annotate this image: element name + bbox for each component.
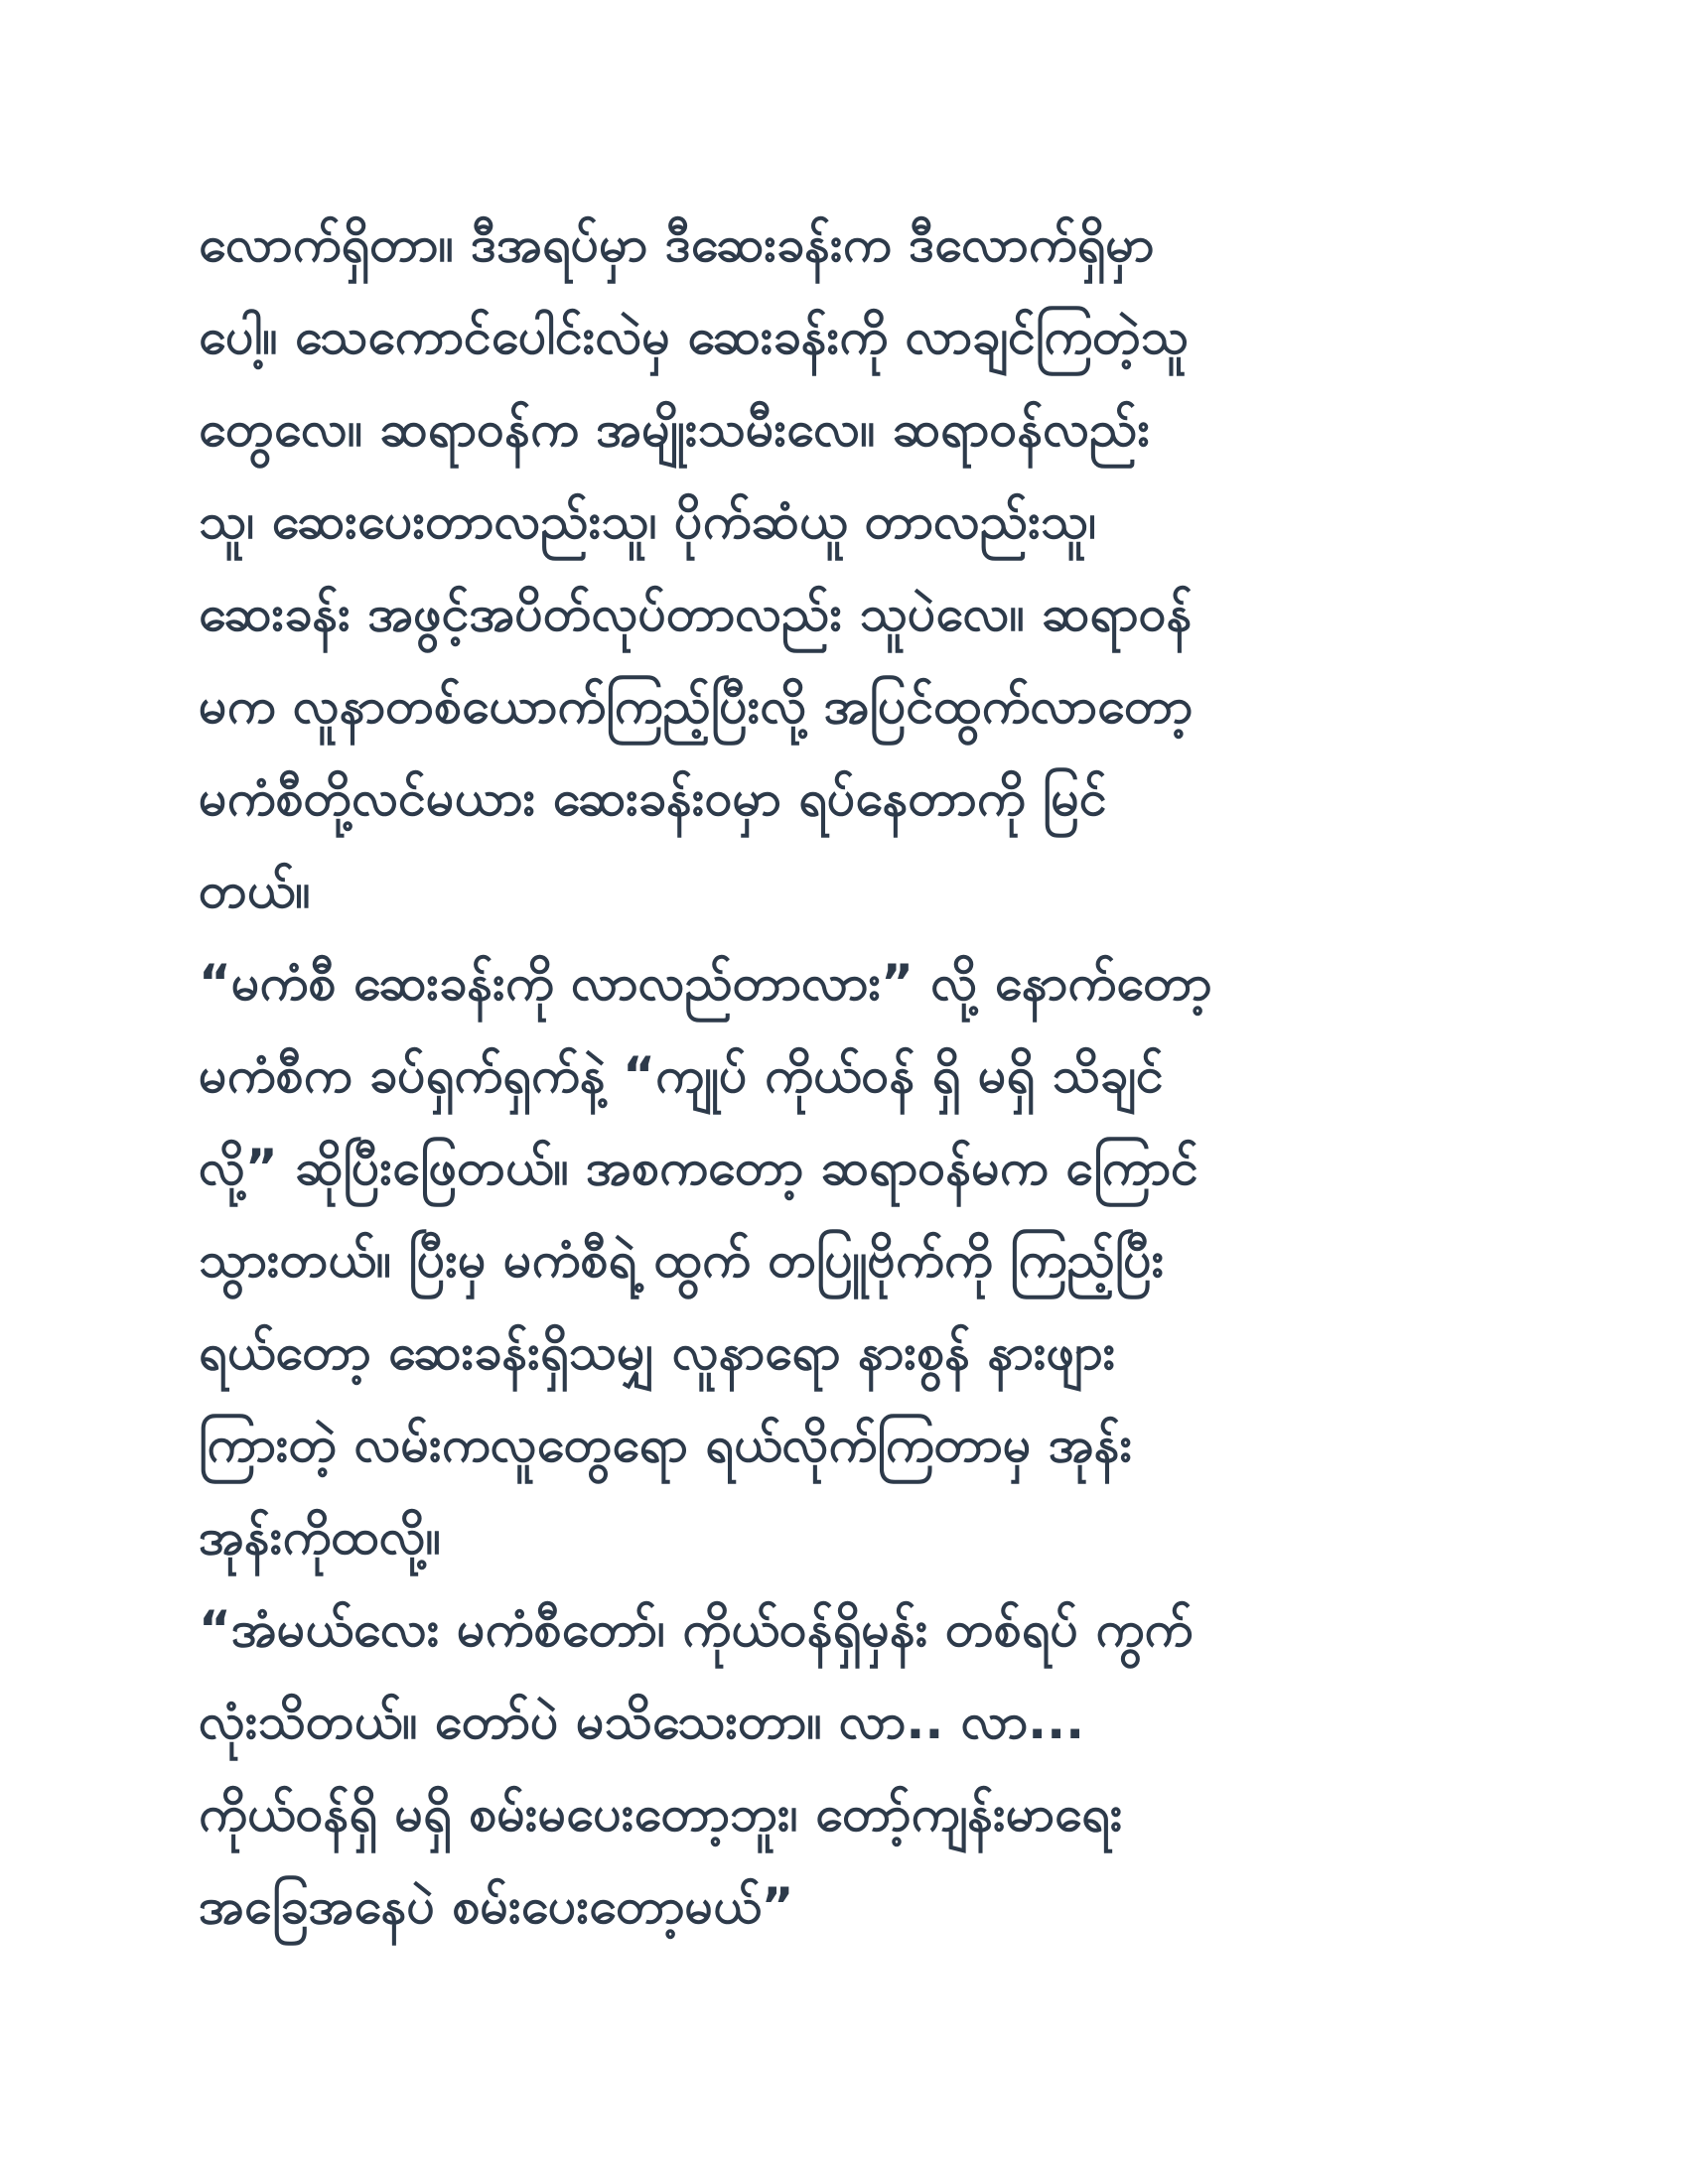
- text-line: သွားတယ်။ ပြီးမှ မကံစီရဲ့ ထွက် တပြူဗိုက်ကို ကြည့်ပြီး: [199, 1231, 1165, 1289]
- text-line: လို့” ဆိုပြီးဖြေတယ်။ အစကတော့ ဆရာဝန်မက ကြောင်: [199, 1139, 1198, 1196]
- text-line: “မကံစီ ဆေးခန်းကို လာလည်တာလား” လို့ နောက်တော့: [199, 954, 1212, 1012]
- text-line: မကံစီက ခပ်ရှက်ရှက်နဲ့ “ကျုပ် ကိုယ်ဝန် ရှိ မရှိ သိချင်: [199, 1046, 1164, 1104]
- text-line: မကံစီတို့လင်မယား ဆေးခန်းဝမှာ ရပ်နေတာကို မြင်: [199, 769, 1107, 827]
- text-line: ဆေးခန်း အဖွင့်အပိတ်လုပ်တာလည်း သူပဲလေ။ ဆရာဝန်: [199, 585, 1193, 642]
- text-line: အုန်းကိုထလို့။: [199, 1508, 441, 1566]
- text-line: ရယ်တော့ ဆေးခန်းရှိသမျှ လူနာရော နားစွန် နားဖျား: [199, 1323, 1116, 1381]
- text-line: ကိုယ်ဝန်ရှိ မရှိ စမ်းမပေးတော့ဘူး၊ တော့်ကျန်းမာရေး: [199, 1785, 1123, 1843]
- text-line: ကြားတဲ့ လမ်းကလူတွေရော ရယ်လိုက်ကြတာမှ အုန်း: [199, 1416, 1133, 1473]
- text-line: လောက်ရှိတာ။ ဒီအရပ်မှာ ဒီဆေးခန်းက ဒီလောက်ရှိမှာ: [199, 215, 1155, 273]
- text-line: တယ်။: [199, 862, 311, 919]
- text-line: သူ၊ ဆေးပေးတာလည်းသူ၊ ပိုက်ဆံယူ တာလည်းသူ၊: [199, 492, 1097, 550]
- text-line: “အံမယ်လေး မကံစီတော်၊ ကိုယ်ဝန်ရှိမှန်း တစ်ရပ် ကွက်: [199, 1600, 1194, 1658]
- text-line: တွေလေ။ ဆရာဝန်က အမျိုးသမီးလေ။ ဆရာဝန်လည်း: [199, 400, 1151, 458]
- text-line: ပေါ့။ သေကောင်ပေါင်းလဲမှ ဆေးခန်းကို လာချင်ကြတဲ့သူ: [199, 308, 1190, 365]
- text-line: မက လူနာတစ်ယောက်ကြည့်ပြီးလို့ အပြင်ထွက်လာတော့: [199, 677, 1194, 735]
- text-line: အခြေအနေပဲ စမ်းပေးတော့မယ်”: [199, 1877, 794, 1935]
- text-line: လုံးသိတယ်။ တော်ပဲ မသိသေးတာ။ လာ.. လာ...: [199, 1693, 1085, 1750]
- body-text: [199, 199, 1489, 1953]
